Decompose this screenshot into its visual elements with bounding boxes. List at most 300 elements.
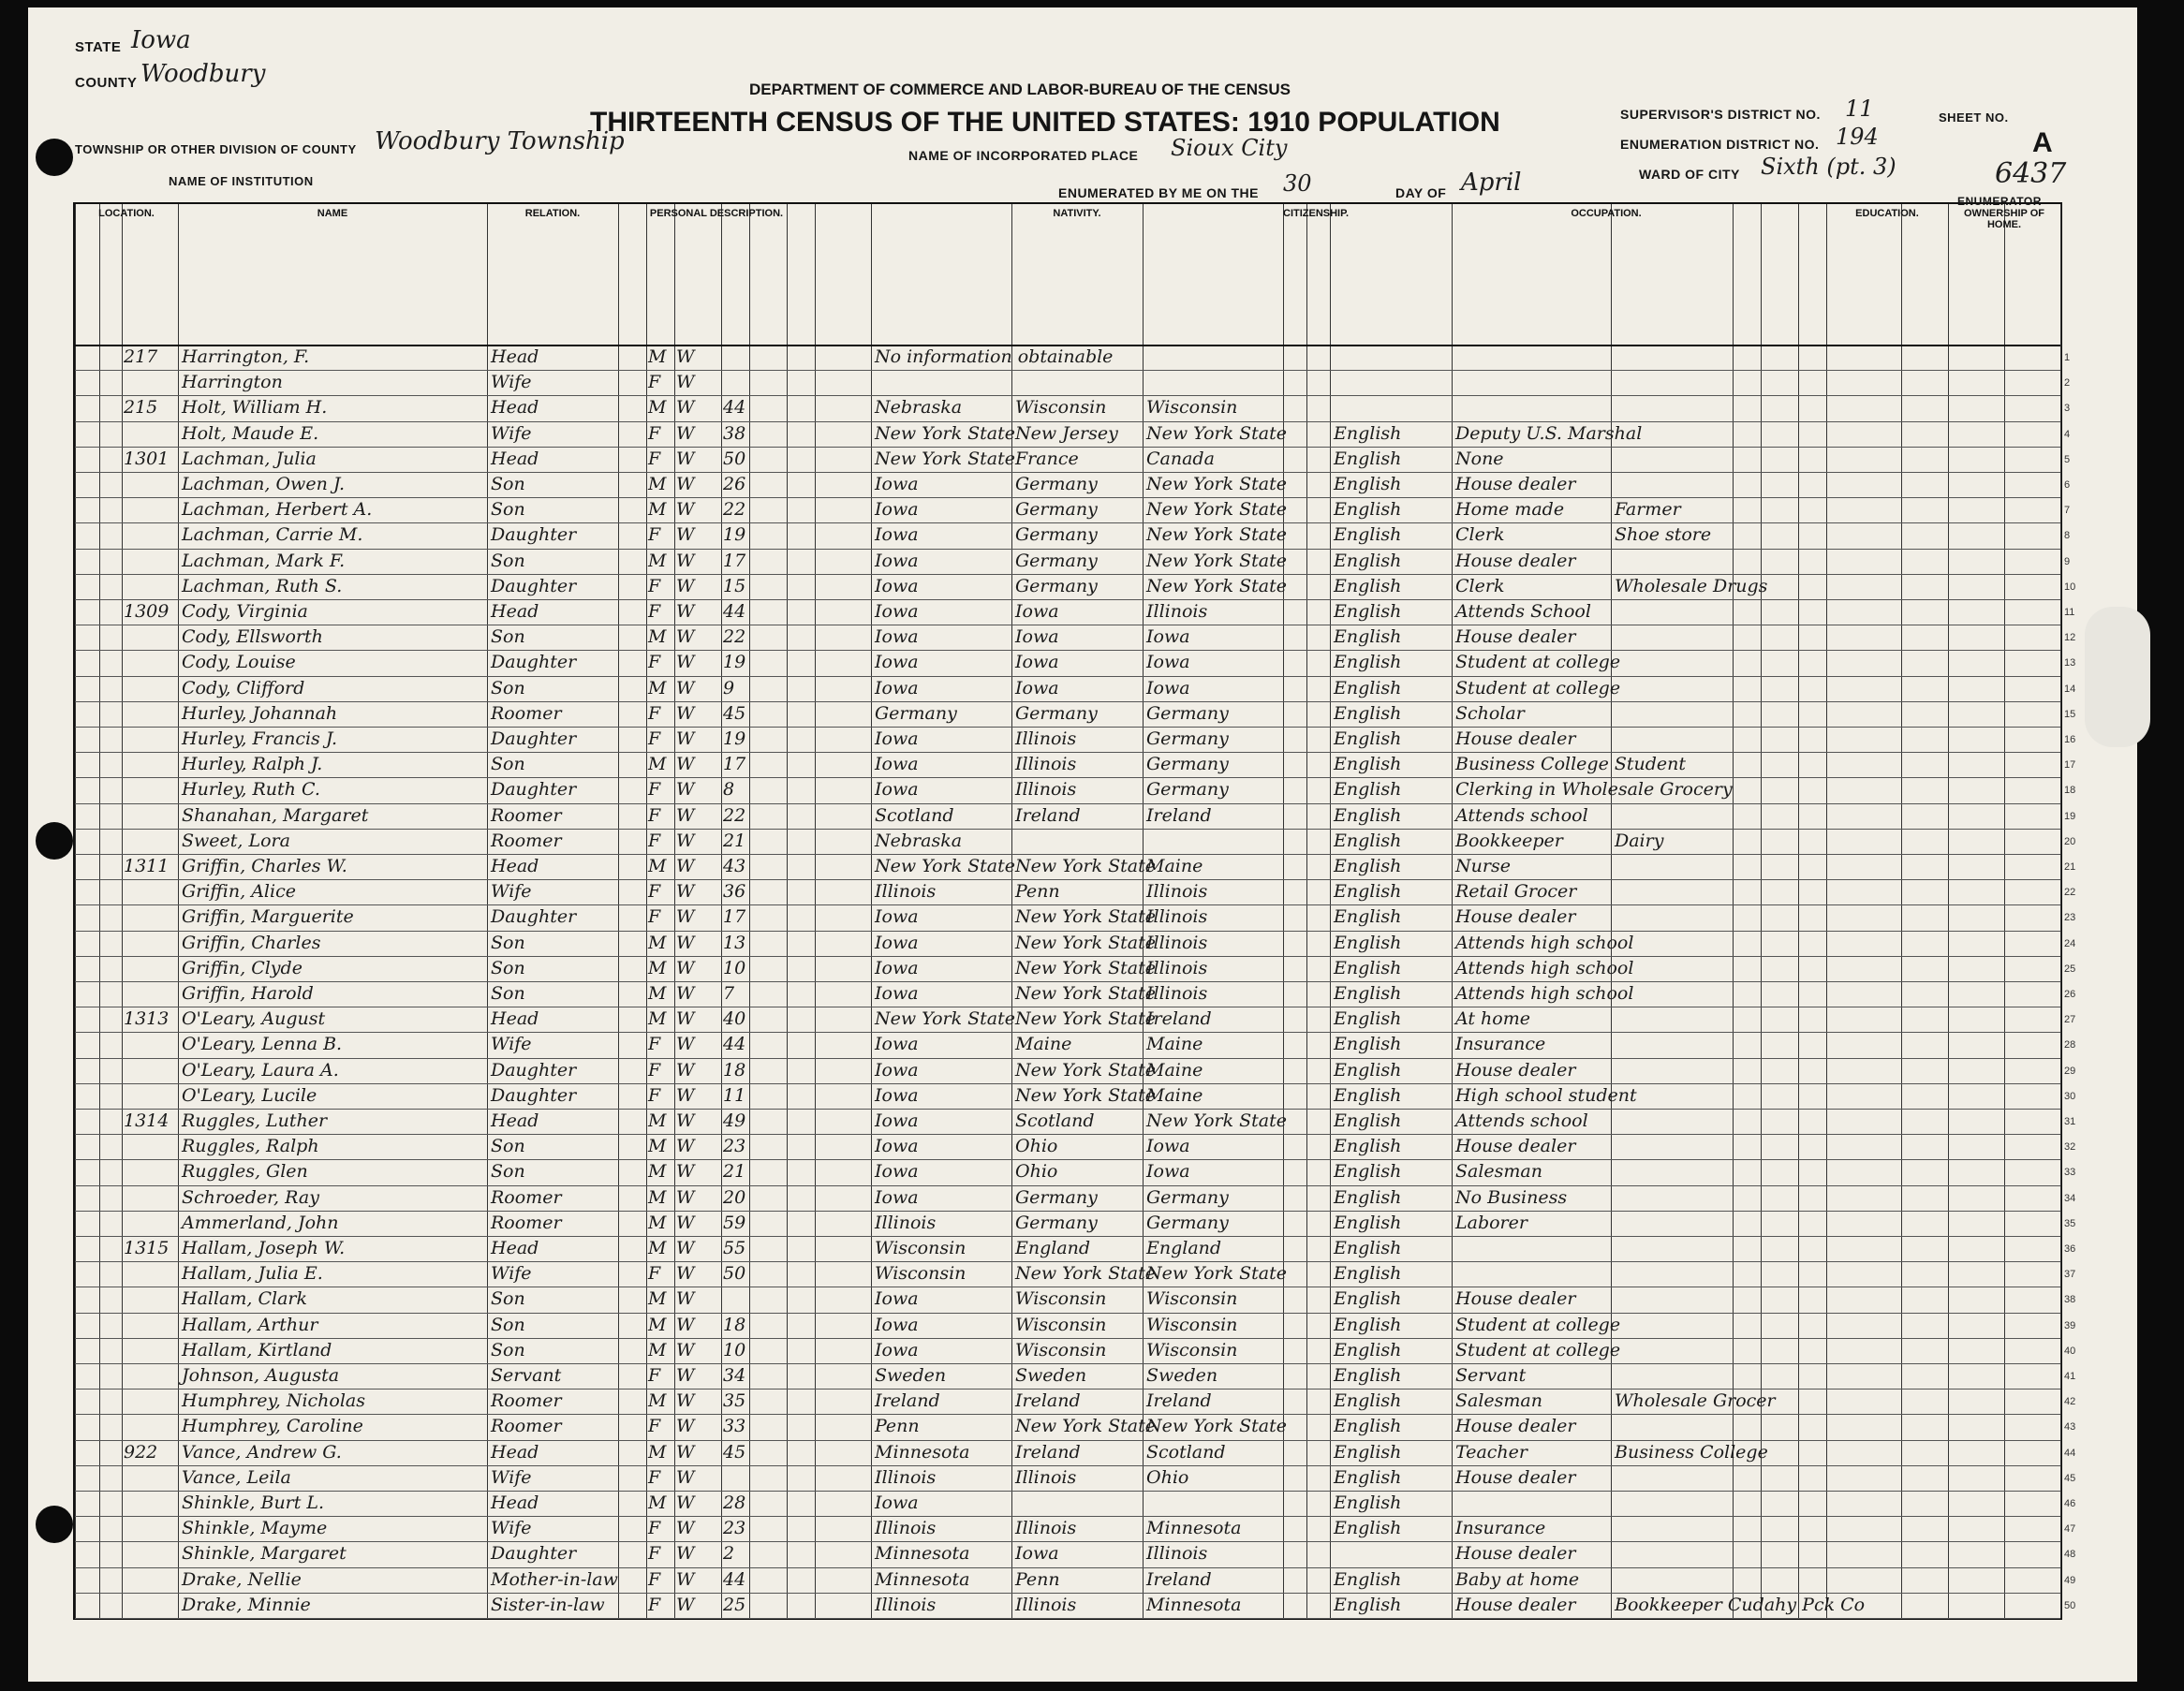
cell-birth: No information obtainable (875, 346, 1114, 367)
line-number: 40 (2064, 1345, 2076, 1357)
cell-name: Drake, Minnie (182, 1594, 311, 1615)
cell-birth: Iowa (875, 626, 919, 648)
cell-sex: M (648, 397, 667, 419)
cell-house: 1301 (124, 448, 170, 469)
cell-sex: M (648, 932, 667, 953)
cell-father: Maine (1015, 1034, 1072, 1055)
cell-name: Hurley, Francis J. (182, 728, 338, 749)
township-label: TOWNSHIP OR OTHER DIVISION OF COUNTY (75, 142, 357, 156)
punch-hole (36, 139, 73, 176)
cell-birth: Iowa (875, 983, 919, 1004)
cell-trade: Attends school (1455, 804, 1588, 826)
cell-relation: Daughter (491, 1084, 577, 1106)
cell-sex: M (648, 957, 667, 978)
cell-sex: M (648, 1238, 667, 1258)
cell-trade: Student at college (1455, 1314, 1621, 1335)
cell-race: W (676, 1441, 695, 1463)
line-number: 25 (2064, 963, 2076, 975)
column-header-ownership: OWNERSHIP OF HOME. (1964, 208, 2044, 230)
cell-name: O'Leary, Lucile (182, 1084, 317, 1106)
cell-mother: New York State (1146, 1263, 1287, 1285)
ward-label: WARD OF CITY (1639, 167, 1740, 182)
cell-trade: House dealer (1455, 906, 1576, 928)
cell-age: 18 (723, 1059, 746, 1081)
line-number: 42 (2064, 1396, 2076, 1408)
cell-lang: English (1334, 474, 1402, 494)
supervisor-label: SUPERVISOR'S DISTRICT NO. (1620, 107, 1821, 122)
cell-house: 1314 (124, 1110, 170, 1131)
cell-lang: English (1334, 677, 1402, 698)
cell-race: W (676, 601, 695, 622)
enumeration-value: 194 (1836, 124, 1879, 150)
cell-race: W (676, 346, 695, 367)
cell-relation: Son (491, 1136, 525, 1157)
cell-mother: New York State (1146, 524, 1287, 546)
line-number: 46 (2064, 1498, 2076, 1509)
table-row (75, 395, 2060, 396)
cell-birth: Iowa (875, 957, 919, 978)
cell-father: New York State (1015, 1084, 1156, 1106)
cell-name: Humphrey, Caroline (182, 1416, 363, 1437)
cell-age: 22 (723, 804, 746, 826)
cell-trade: Attends high school (1455, 983, 1634, 1004)
cell-father: Germany (1015, 550, 1098, 571)
table-row (75, 1083, 2060, 1084)
supervisor-value: 11 (1845, 96, 1874, 122)
cell-age: 45 (723, 1441, 746, 1463)
cell-sex: F (648, 1518, 661, 1539)
table-row (75, 1313, 2060, 1314)
cell-relation: Roomer (491, 1416, 562, 1437)
cell-name: Griffin, Charles W. (182, 856, 347, 876)
cell-trade: House dealer (1455, 474, 1576, 494)
cell-race: W (676, 474, 695, 494)
cell-father: Illinois (1015, 754, 1077, 775)
cell-house: 217 (124, 346, 158, 367)
cell-father: Germany (1015, 1212, 1098, 1233)
cell-trade: Attends School (1455, 601, 1591, 622)
cell-sex: M (648, 1492, 667, 1513)
cell-name: Griffin, Charles (182, 932, 321, 953)
cell-race: W (676, 1365, 695, 1386)
cell-birth: Iowa (875, 550, 919, 571)
column-rule (1330, 204, 1331, 1618)
column-rule (646, 204, 647, 1618)
line-number: 49 (2064, 1574, 2076, 1586)
cell-mother: New York State (1146, 474, 1287, 494)
cell-name: O'Leary, Lenna B. (182, 1034, 343, 1055)
cell-relation: Son (491, 1339, 525, 1360)
cell-name: Lachman, Carrie M. (182, 524, 363, 546)
cell-birth: Iowa (875, 754, 919, 775)
cell-name: Holt, Maude E. (182, 422, 319, 444)
cell-lang: English (1334, 1492, 1402, 1513)
cell-relation: Mother-in-law (491, 1568, 618, 1590)
cell-relation: Sister-in-law (491, 1594, 605, 1615)
cell-father: Ohio (1015, 1161, 1058, 1183)
cell-lang: English (1334, 1390, 1402, 1412)
cell-relation: Wife (491, 1466, 532, 1488)
cell-mother: New York State (1146, 499, 1287, 521)
cell-lang: English (1334, 626, 1402, 648)
column-rule (1611, 204, 1612, 1618)
cell-sex: F (648, 804, 661, 826)
cell-birth: Illinois (875, 1466, 937, 1488)
cell-sex: M (648, 346, 667, 367)
cell-mother: Maine (1146, 1034, 1203, 1055)
cell-mother: Illinois (1146, 906, 1208, 928)
cell-lang: English (1334, 575, 1402, 596)
department-title: DEPARTMENT OF COMMERCE AND LABOR-BUREAU OF THE CENSUS (749, 81, 1291, 98)
cell-sex: M (648, 626, 667, 648)
table-row (75, 522, 2060, 523)
cell-father: Wisconsin (1015, 1339, 1107, 1360)
cell-age: 17 (723, 754, 746, 775)
cell-name: Harrington, F. (182, 346, 310, 367)
cell-name: O'Leary, August (182, 1008, 326, 1030)
line-number: 2 (2064, 377, 2071, 390)
column-rule (749, 204, 750, 1618)
line-number: 47 (2064, 1523, 2076, 1536)
cell-lang: English (1334, 550, 1402, 571)
cell-relation: Son (491, 677, 525, 698)
cell-race: W (676, 1084, 695, 1106)
cell-lang: English (1334, 1518, 1402, 1539)
cell-mother: New York State (1146, 550, 1287, 571)
cell-trade: House dealer (1455, 1288, 1576, 1310)
line-number: 36 (2064, 1243, 2076, 1255)
cell-race: W (676, 1110, 695, 1131)
cell-sex: F (648, 1416, 661, 1437)
cell-trade: Attends school (1455, 1110, 1588, 1131)
cell-father: Germany (1015, 499, 1098, 521)
table-row (75, 676, 2060, 677)
cell-relation: Head (491, 346, 539, 367)
table-row (75, 1593, 2060, 1594)
cell-race: W (676, 1288, 695, 1310)
column-rule (75, 204, 76, 1618)
table-row (75, 1134, 2060, 1135)
cell-relation: Roomer (491, 804, 562, 826)
cell-birth: Minnesota (875, 1543, 970, 1565)
cell-age: 10 (723, 957, 746, 978)
column-rule (487, 204, 488, 1618)
cell-race: W (676, 881, 695, 903)
cell-age: 22 (723, 626, 746, 648)
cell-name: Ammerland, John (182, 1212, 339, 1233)
table-row (75, 1261, 2060, 1262)
cell-age: 33 (723, 1416, 746, 1437)
cell-trade: House dealer (1455, 1543, 1576, 1565)
cell-name: Drake, Nellie (182, 1568, 302, 1590)
cell-mother: Minnesota (1146, 1594, 1242, 1615)
township-value: Woodbury Township (375, 127, 625, 155)
cell-mother: Ireland (1146, 804, 1212, 826)
cell-sex: M (648, 1314, 667, 1335)
cell-name: Johnson, Augusta (182, 1365, 340, 1386)
cell-race: W (676, 1518, 695, 1539)
column-rule (787, 204, 788, 1618)
cell-trade: Attends high school (1455, 957, 1634, 978)
cell-relation: Servant (491, 1365, 562, 1386)
table-row (75, 701, 2060, 702)
cell-race: W (676, 652, 695, 673)
cell-lang: English (1334, 1441, 1402, 1463)
cell-relation: Roomer (491, 830, 562, 851)
cell-father: Wisconsin (1015, 1288, 1107, 1310)
cell-father: England (1015, 1238, 1091, 1258)
cell-trade: House dealer (1455, 1594, 1576, 1615)
line-number: 6 (2064, 479, 2071, 491)
cell-birth: Illinois (875, 1518, 937, 1539)
cell-age: 7 (723, 983, 735, 1004)
table-row (75, 1414, 2060, 1415)
cell-father: Germany (1015, 575, 1098, 596)
cell-mother: Germany (1146, 754, 1229, 775)
cell-race: W (676, 1416, 695, 1437)
cell-sex: F (648, 422, 661, 444)
cell-mother: Iowa (1146, 1161, 1190, 1183)
cell-name: Shinkle, Burt L. (182, 1492, 325, 1513)
cell-name: Lachman, Mark F. (182, 550, 346, 571)
cell-name: Griffin, Harold (182, 983, 314, 1004)
cell-age: 34 (723, 1365, 746, 1386)
cell-age: 19 (723, 728, 746, 749)
cell-birth: Nebraska (875, 830, 963, 851)
cell-race: W (676, 702, 695, 724)
cell-race: W (676, 1059, 695, 1081)
cell-father: Illinois (1015, 728, 1077, 749)
line-number: 9 (2064, 555, 2071, 567)
table-row (75, 1491, 2060, 1492)
cell-lang: English (1334, 1034, 1402, 1055)
cell-name: Vance, Andrew G. (182, 1441, 342, 1463)
table-row (75, 1389, 2060, 1390)
cell-trade: House dealer (1455, 1466, 1576, 1488)
cell-mother: Germany (1146, 1212, 1229, 1233)
cell-relation: Head (491, 1441, 539, 1463)
line-number: 18 (2064, 785, 2076, 797)
cell-race: W (676, 1390, 695, 1412)
cell-mother: Germany (1146, 1186, 1229, 1208)
cell-age: 19 (723, 524, 746, 546)
cell-race: W (676, 499, 695, 521)
cell-age: 50 (723, 1263, 746, 1285)
line-number: 8 (2064, 530, 2071, 542)
cell-name: Hurley, Ruth C. (182, 779, 320, 801)
cell-trade: Student at college (1455, 677, 1621, 698)
cell-father: New York State (1015, 983, 1156, 1004)
table-row (75, 497, 2060, 498)
cell-name: O'Leary, Laura A. (182, 1059, 339, 1081)
cell-race: W (676, 754, 695, 775)
cell-sex: M (648, 677, 667, 698)
cell-age: 23 (723, 1518, 746, 1539)
cell-age: 44 (723, 601, 746, 622)
table-row (75, 1338, 2060, 1339)
cell-age: 36 (723, 881, 746, 903)
cell-age: 17 (723, 550, 746, 571)
cell-birth: Iowa (875, 1084, 919, 1106)
cell-father: New York State (1015, 906, 1156, 928)
cell-trade: Clerking in Wholesale Grocery (1455, 779, 1733, 801)
cell-industry: Dairy (1615, 830, 1664, 851)
cell-sex: M (648, 1186, 667, 1208)
cell-industry: Bookkeeper Cudahy Pck Co (1615, 1594, 1866, 1615)
cell-lang: English (1334, 1136, 1402, 1157)
cell-mother: Iowa (1146, 677, 1190, 698)
cell-birth: Ireland (875, 1390, 940, 1412)
cell-birth: Iowa (875, 779, 919, 801)
cell-race: W (676, 1314, 695, 1335)
cell-age: 11 (723, 1084, 746, 1106)
cell-mother: Ireland (1146, 1008, 1212, 1030)
cell-lang: English (1334, 1365, 1402, 1386)
line-number: 50 (2064, 1599, 2076, 1611)
cell-sex: F (648, 881, 661, 903)
cell-father: Wisconsin (1015, 1314, 1107, 1335)
cell-name: Cody, Ellsworth (182, 626, 323, 648)
cell-lang: English (1334, 1161, 1402, 1183)
cell-name: Cody, Louise (182, 652, 296, 673)
cell-name: Hallam, Clark (182, 1288, 308, 1310)
line-number: 16 (2064, 734, 2076, 745)
stamp-number: 6437 (1995, 157, 2067, 190)
cell-race: W (676, 1238, 695, 1258)
table-row (75, 1159, 2060, 1160)
cell-race: W (676, 397, 695, 419)
cell-mother: Wisconsin (1146, 1339, 1238, 1360)
cell-name: Hurley, Ralph J. (182, 754, 323, 775)
cell-mother: New York State (1146, 575, 1287, 596)
cell-race: W (676, 728, 695, 749)
cell-trade: Clerk (1455, 524, 1505, 546)
cell-sex: F (648, 601, 661, 622)
cell-trade: Bookkeeper (1455, 830, 1563, 851)
cell-race: W (676, 1263, 695, 1285)
cell-name: Shinkle, Mayme (182, 1518, 328, 1539)
cell-race: W (676, 1466, 695, 1488)
column-rule (1901, 204, 1902, 1618)
cell-birth: Illinois (875, 1212, 937, 1233)
cell-father: Scotland (1015, 1110, 1095, 1131)
cell-industry: Wholesale Drugs (1615, 575, 1768, 596)
cell-trade: Nurse (1455, 856, 1511, 876)
column-rule (815, 204, 816, 1618)
table-row (75, 1618, 2060, 1619)
cell-trade: House dealer (1455, 1416, 1576, 1437)
cell-mother: Iowa (1146, 1136, 1190, 1157)
column-rule (99, 204, 100, 1618)
cell-name: Hurley, Johannah (182, 702, 338, 724)
cell-lang: English (1334, 1568, 1402, 1590)
cell-relation: Roomer (491, 1390, 562, 1412)
cell-relation: Son (491, 550, 525, 571)
table-row (75, 752, 2060, 753)
column-header-relation: RELATION. (524, 208, 581, 219)
line-number: 1 (2064, 352, 2071, 363)
column-header-nativity: NATIVITY. (1053, 208, 1101, 219)
cell-mother: Wisconsin (1146, 1314, 1238, 1335)
cell-sex: M (648, 1161, 667, 1183)
table-row (75, 472, 2060, 473)
cell-name: Holt, William H. (182, 397, 328, 419)
cell-age: 2 (723, 1543, 735, 1565)
column-header-education: EDUCATION. (1855, 208, 1919, 219)
cell-industry: Farmer (1615, 499, 1681, 521)
cell-race: W (676, 1594, 695, 1615)
census-sheet (28, 7, 2137, 1682)
cell-birth: Iowa (875, 1034, 919, 1055)
cell-birth: Iowa (875, 1110, 919, 1131)
cell-sex: M (648, 474, 667, 494)
cell-relation: Roomer (491, 1212, 562, 1233)
cell-lang: English (1334, 1263, 1402, 1285)
column-rule (1011, 204, 1012, 1618)
cell-lang: English (1334, 1212, 1402, 1233)
cell-mother: Ireland (1146, 1568, 1212, 1590)
cell-birth: Iowa (875, 1314, 919, 1335)
cell-relation: Head (491, 397, 539, 419)
cell-relation: Son (491, 499, 525, 521)
cell-trade: Student at college (1455, 652, 1621, 673)
cell-relation: Head (491, 601, 539, 622)
cell-house: 922 (124, 1441, 158, 1463)
cell-father: Iowa (1015, 601, 1059, 622)
line-number: 3 (2064, 403, 2071, 415)
table-row (75, 1211, 2060, 1212)
cell-birth: Iowa (875, 932, 919, 953)
cell-relation: Wife (491, 1518, 532, 1539)
cell-race: W (676, 830, 695, 851)
cell-relation: Son (491, 932, 525, 953)
month-value: April (1461, 169, 1522, 197)
cell-lang: English (1334, 1314, 1402, 1335)
cell-relation: Wife (491, 422, 532, 444)
table-row (75, 981, 2060, 982)
cell-birth: Iowa (875, 1492, 919, 1513)
cell-age: 9 (723, 677, 735, 698)
cell-relation: Head (491, 1238, 539, 1258)
cell-sex: F (648, 1059, 661, 1081)
line-number: 31 (2064, 1116, 2076, 1127)
column-rule (1826, 204, 1827, 1618)
cell-father: Germany (1015, 524, 1098, 546)
table-row (75, 1058, 2060, 1059)
cell-father: France (1015, 448, 1079, 469)
cell-father: New York State (1015, 1416, 1156, 1437)
cell-birth: Scotland (875, 804, 954, 826)
line-number: 43 (2064, 1421, 2076, 1434)
cell-sex: F (648, 372, 661, 393)
table-row (75, 1516, 2060, 1517)
cell-birth: Nebraska (875, 397, 963, 419)
cell-sex: M (648, 1390, 667, 1412)
cell-father: New York State (1015, 856, 1156, 876)
cell-father: Illinois (1015, 779, 1077, 801)
cell-mother: Ireland (1146, 1390, 1212, 1412)
cell-age: 19 (723, 652, 746, 673)
cell-father: Iowa (1015, 1543, 1059, 1565)
cell-mother: New York State (1146, 1110, 1287, 1131)
line-number: 45 (2064, 1472, 2076, 1484)
line-number: 27 (2064, 1014, 2076, 1026)
column-rule (618, 204, 619, 1618)
cell-lang: English (1334, 754, 1402, 775)
line-number: 19 (2064, 810, 2076, 822)
cell-relation: Head (491, 856, 539, 876)
page-title: THIRTEENTH CENSUS OF THE UNITED STATES: 1910 POPULATION (590, 107, 1500, 138)
